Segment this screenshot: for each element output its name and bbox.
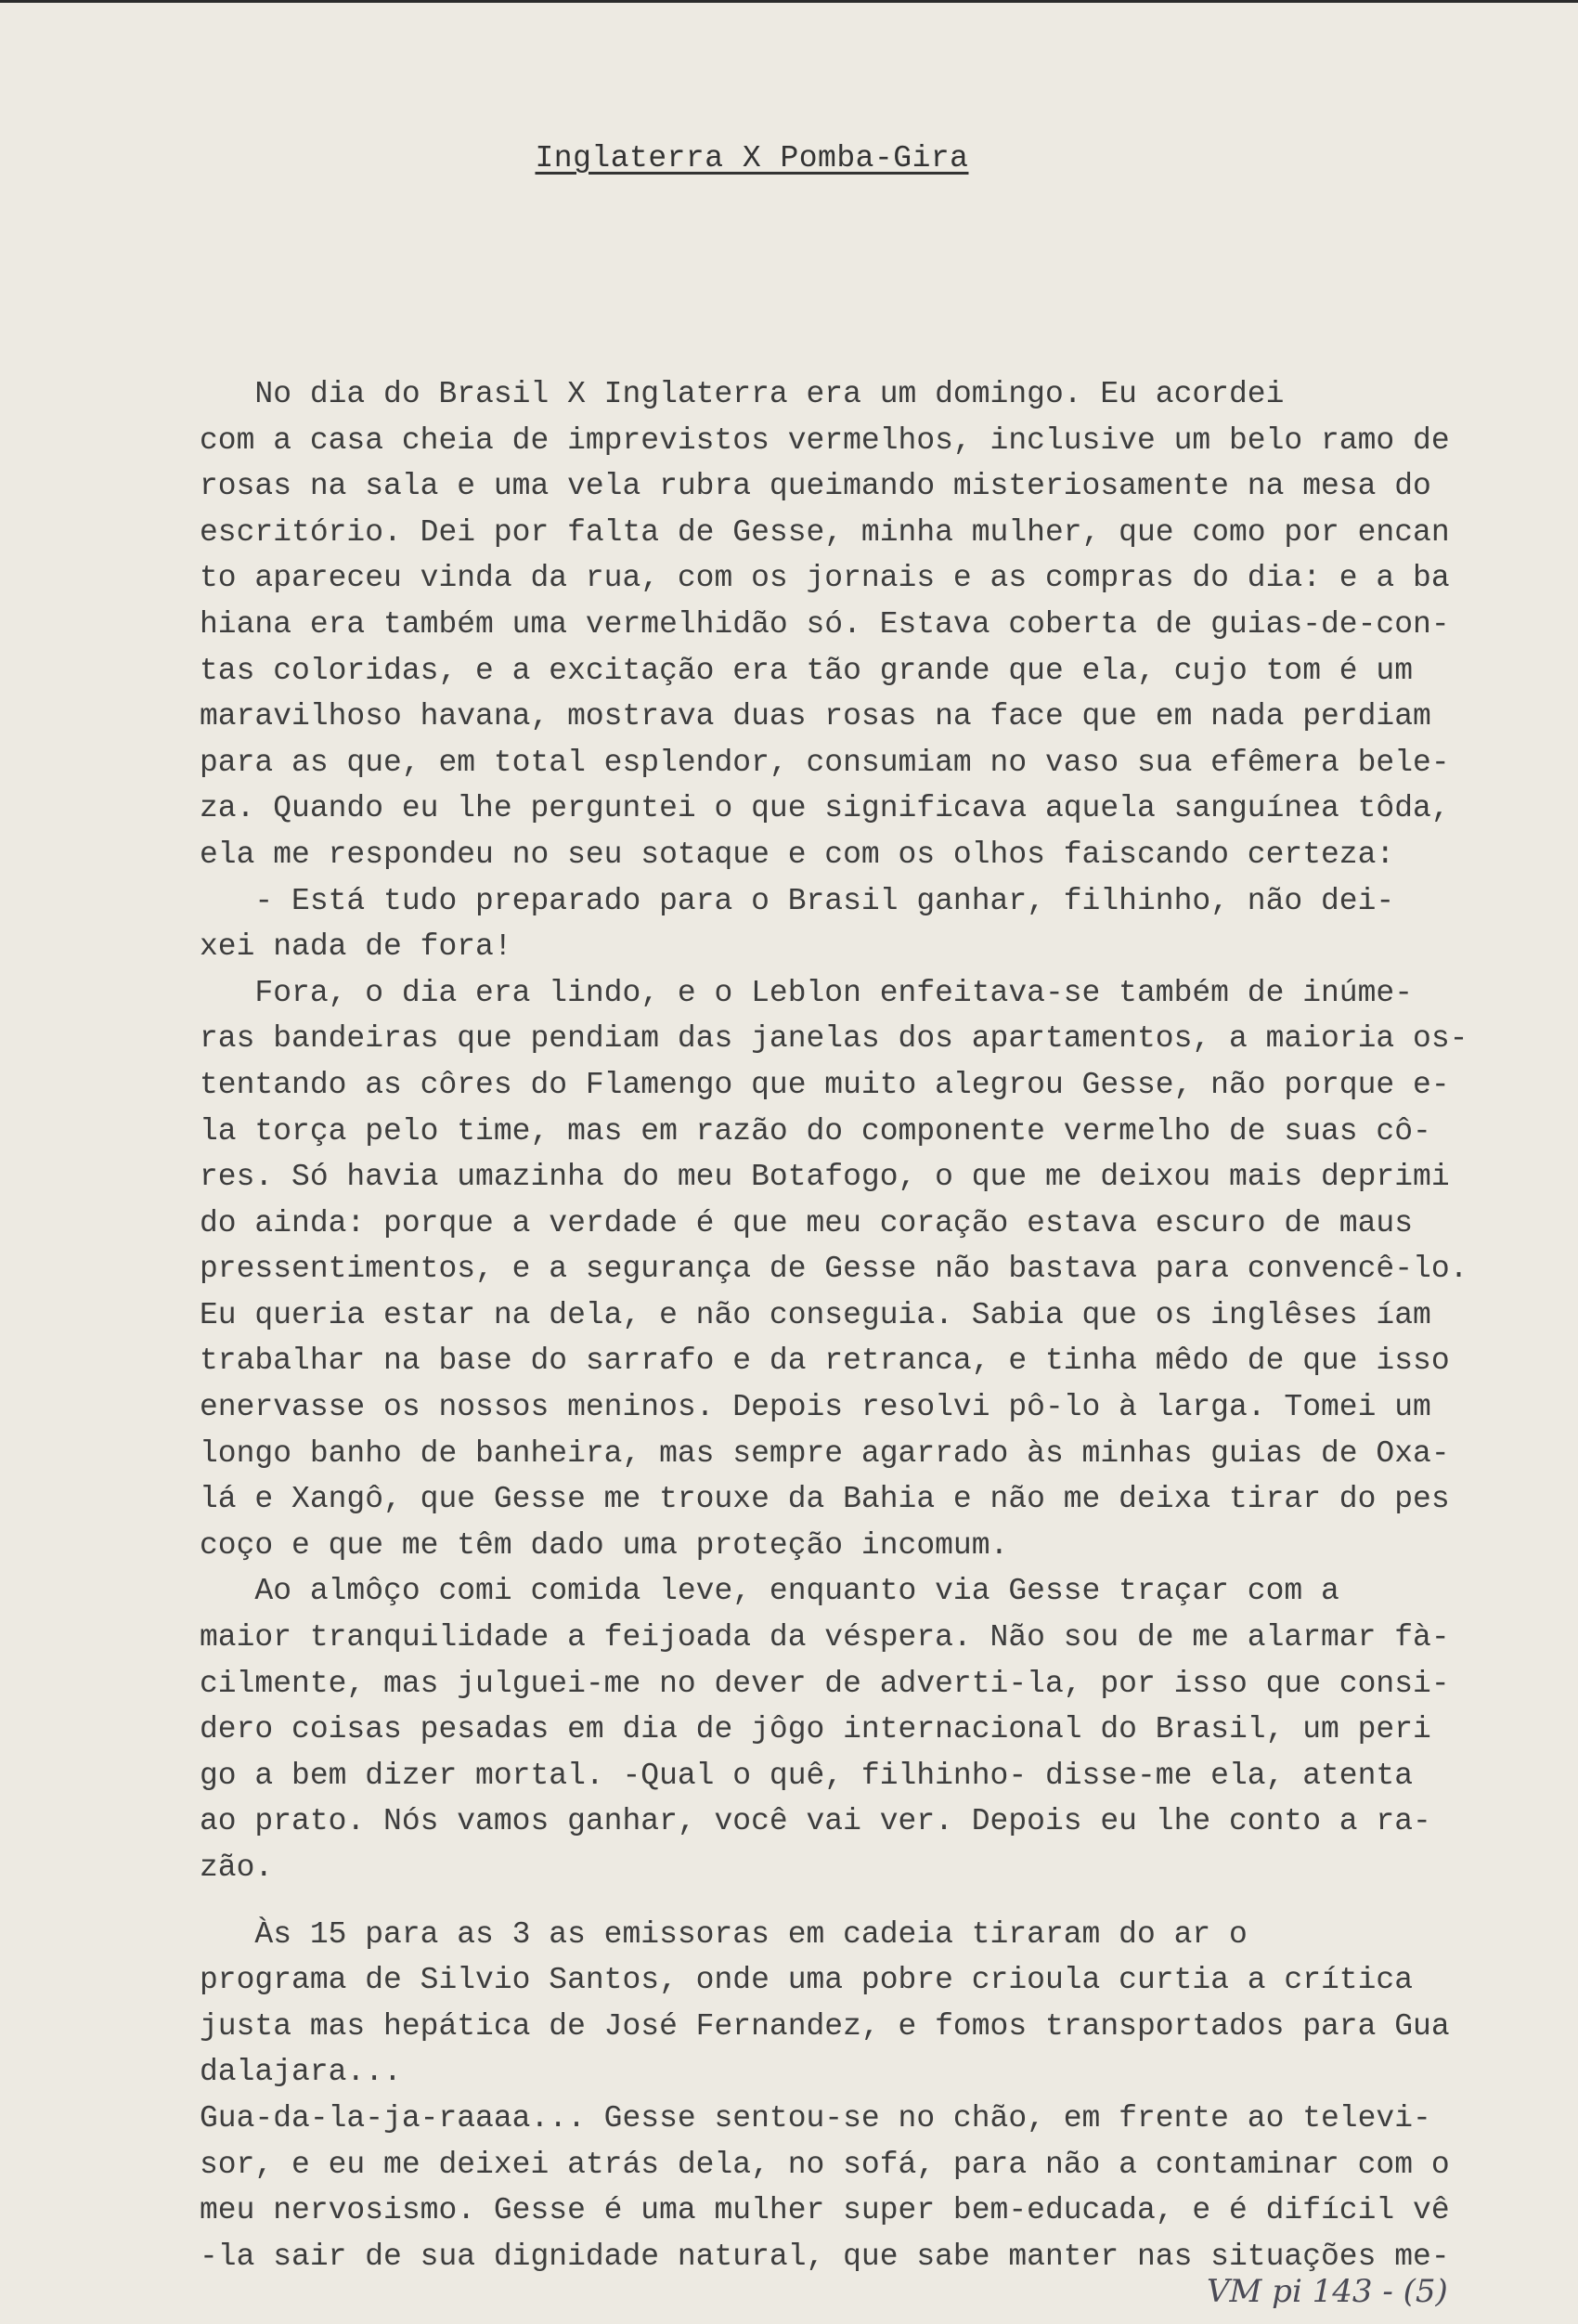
- text-line: - Está tudo preparado para o Brasil ganhar, filhinho, não dei-: [200, 883, 1395, 918]
- text-line: tentando as côres do Flamengo que muito alegrou Gesse, não porque e-: [200, 1067, 1450, 1102]
- archive-note: VM pi 143 - (5): [1207, 2273, 1448, 2310]
- text-line: lá e Xangô, que Gesse me trouxe da Bahia e não me deixa tirar do pes: [200, 1482, 1450, 1517]
- text-line: do ainda: porque a verdade é que meu coração estava escuro de maus: [200, 1205, 1414, 1240]
- text-line: dero coisas pesadas em dia de jôgo internacional do Brasil, um peri: [200, 1712, 1431, 1747]
- text-line: para as que, em total esplendor, consumiam no vaso sua efêmera bele-: [200, 745, 1450, 780]
- text-line: justa mas hepática de José Fernandez, e fomos transportados para Gua: [200, 2008, 1450, 2044]
- text-line: maravilhoso havana, mostrava duas rosas na face que em nada perdiam: [200, 699, 1431, 734]
- text-line: xei nada de fora!: [200, 929, 512, 965]
- text-line: la torça pelo time, mas em razão do componente vermelho de suas cô-: [200, 1113, 1431, 1149]
- text-line: ela me respondeu no seu sotaque e com os olhos faiscando certeza:: [200, 837, 1395, 872]
- text-line: zão.: [200, 1850, 274, 1885]
- text-line: pressentimentos, e a segurança de Gesse não bastava para convencê-lo.: [200, 1252, 1468, 1287]
- text-line: -la sair de sua dignidade natural, que sabe manter nas situações me-: [200, 2239, 1450, 2274]
- text-line: sor, e eu me deixei atrás dela, no sofá, para não a contaminar com o: [200, 2147, 1450, 2182]
- text-line: cilmente, mas julguei-me no dever de adverti-la, por isso que consi-: [200, 1666, 1450, 1701]
- text-line: Fora, o dia era lindo, e o Leblon enfeitava-se também de inúme-: [200, 975, 1414, 1010]
- body-text: [200, 371, 1471, 2279]
- text-line: Às 15 para as 3 as emissoras em cadeia tiraram do ar o: [200, 1916, 1248, 1952]
- text-line: maior tranquilidade a feijoada da véspera. Não sou de me alarmar fà-: [200, 1620, 1450, 1655]
- page-title: Inglaterra X Pomba-Gira: [535, 141, 969, 175]
- text-line: to apareceu vinda da rua, com os jornais e as compras do dia: e a ba: [200, 561, 1450, 596]
- text-line: trabalhar na base do sarrafo e da retranca, e tinha mêdo de que isso: [200, 1344, 1450, 1379]
- text-line: tas coloridas, e a excitação era tão grande que ela, cujo tom é um: [200, 653, 1414, 688]
- text-line: meu nervosismo. Gesse é uma mulher super bem-educada, e é difícil vê: [200, 2193, 1450, 2228]
- text-line: za. Quando eu lhe perguntei o que significava aquela sanguínea tôda,: [200, 791, 1450, 826]
- text-line: enervasse os nossos meninos. Depois resolvi pô-lo à larga. Tomei um: [200, 1390, 1431, 1425]
- text-line: Ao almôço comi comida leve, enquanto via Gesse traçar com a: [200, 1574, 1339, 1609]
- text-line: rosas na sala e uma vela rubra queimando misteriosamente na mesa do: [200, 469, 1431, 504]
- text-line: ao prato. Nós vamos ganhar, você vai ver. Depois eu lhe conto a ra-: [200, 1804, 1431, 1839]
- paragraph-gap: [200, 1891, 1471, 1912]
- text-line: programa de Silvio Santos, onde uma pobre crioula curtia a crítica: [200, 1963, 1414, 1998]
- text-line: go a bem dizer mortal. -Qual o quê, filhinho- disse-me ela, atenta: [200, 1758, 1414, 1793]
- text-line: No dia do Brasil X Inglaterra era um domingo. Eu acordei: [200, 377, 1285, 411]
- text-line: hiana era também uma vermelhidão só. Estava coberta de guias-de-con-: [200, 606, 1450, 642]
- text-line: com a casa cheia de imprevistos vermelhos, inclusive um belo ramo de: [200, 422, 1450, 458]
- text-line: dalajara...: [200, 2055, 402, 2090]
- text-line: Eu queria estar na dela, e não conseguia. Sabia que os inglêses íam: [200, 1297, 1431, 1332]
- text-line: ras bandeiras que pendiam das janelas dos apartamentos, a maioria os-: [200, 1021, 1468, 1057]
- text-line: coço e que me têm dado uma proteção incomum.: [200, 1527, 1009, 1563]
- text-line: Gua-da-la-ja-raaaa... Gesse sentou-se no chão, em frente ao televi-: [200, 2100, 1431, 2136]
- text-line: longo banho de banheira, mas sempre agarrado às minhas guias de Oxa-: [200, 1435, 1450, 1471]
- page-top-edge: [0, 0, 1578, 3]
- text-line: res. Só havia umazinha do meu Botafogo, o que me deixou mais deprimi: [200, 1160, 1450, 1195]
- text-line: escritório. Dei por falta de Gesse, minha mulher, que como por encan: [200, 514, 1450, 550]
